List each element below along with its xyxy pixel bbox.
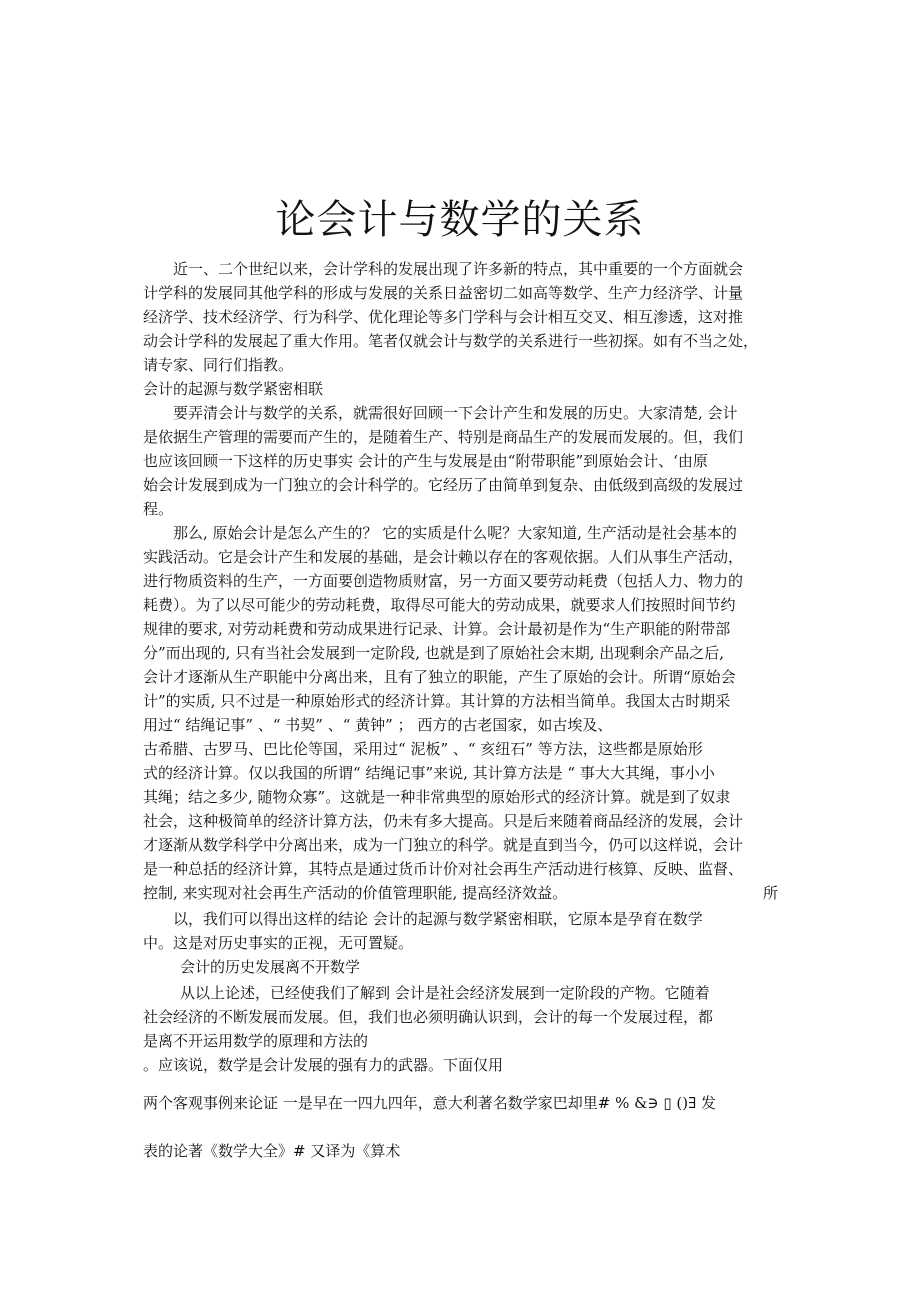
paragraph-line: 从以上论述，已经使我们了解到 会计是社会经济发展到一定阶段的产物。它随着 bbox=[180, 984, 710, 1002]
paragraph-line: 两个客观事例来论证 一是早在一四九四年，意大利著名数学家巴却里# % &∋ ▯ ()∃ 发 bbox=[143, 1094, 716, 1112]
paragraph-line: 社会经济的不断发展而发展。但，我们也必须明确认识到，会计的每一个发展过程，都 bbox=[143, 1008, 714, 1026]
paragraph-line: 请专家、同行们指教。 bbox=[143, 356, 294, 374]
paragraph-line: 控制, 来实现对社会再生产活动的价值管理职能, 提高经济效益。 bbox=[143, 884, 568, 902]
paragraph-line: 分”而出现的, 只有当社会发展到一定阶段, 也就是到了原始社会末期, 出现剩余产品之后, bbox=[143, 644, 725, 662]
paragraph-line: 经济学、技术经济学、行为科学、优化理论等多门学科与会计相互交叉、相互渗透，这对推 bbox=[143, 308, 744, 326]
document-title: 论会计与数学的关系 bbox=[275, 197, 645, 243]
paragraph-line: 用过“ 结绳记事” 、“ 书契” 、“ 黄钟” ； 西方的古老国家，如古埃及、 bbox=[143, 716, 613, 734]
paragraph-line: 古希腊、古罗马、巴比伦等国，采用过“ 泥板” 、“ 亥纽石” 等方法，这些都是原始形 bbox=[143, 740, 703, 758]
paragraph-line: 近一、二个世纪以来，会计学科的发展出现了许多新的特点，其中重要的一个方面就会 bbox=[173, 260, 744, 278]
paragraph-line: 其绳；结之多少, 随物众寡”。这就是一种非常典型的原始形式的经济计算。就是到了奴隶 bbox=[143, 788, 731, 806]
paragraph-line: 是一种总括的经济计算，其特点是通过货币计价对社会再生产活动进行核算、反映、监督、 bbox=[143, 860, 744, 878]
paragraph-line: 那么, 原始会计是怎么产生的？ 它的实质是什么呢？大家知道, 生产活动是社会基本的 bbox=[173, 524, 737, 542]
section-heading: 会计的起源与数学紧密相联 bbox=[143, 380, 324, 398]
paragraph-line: 实践活动。它是会计产生和发展的基础，是会计赖以存在的客观依据。人们从事生产活动， bbox=[143, 548, 744, 566]
paragraph-line: 是依据生产管理的需要而产生的，是随着生产、特别是商品生产的发展而发展的。但，我们 bbox=[143, 428, 744, 446]
paragraph-line: 式的经济计算。仅以我国的所谓“ 结绳记事”来说, 其计算方法是 “ 事大大其绳，事小小 bbox=[143, 764, 715, 782]
paragraph-line: 才逐渐从数学科学中分离出来，成为一门独立的科学。就是直到当今，仍可以这样说，会计 bbox=[143, 836, 744, 854]
paragraph-line: 表的论著《数学大全》# 又译为《算术 bbox=[143, 1142, 401, 1160]
paragraph-line: 。应该说，数学是会计发展的强有力的武器。下面仅用 bbox=[143, 1056, 504, 1074]
paragraph-line: 会计才逐渐从生产职能中分离出来，且有了独立的职能，产生了原始的会计。所谓“原始会 bbox=[143, 668, 736, 686]
section-heading: 会计的历史发展离不开数学 bbox=[180, 958, 361, 976]
paragraph-line: 要弄清会计与数学的关系，就需很好回顾一下会计产生和发展的历史。大家清楚, 会计 bbox=[173, 404, 738, 422]
paragraph-line: 耗费）。为了以尽可能少的劳动耗费，取得尽可能大的劳动成果，就要求人们按照时间节约 bbox=[143, 596, 736, 614]
paragraph-line: 规律的要求, 对劳动耗费和劳动成果进行记录、计算。会计最初是作为“生产职能的附带部 bbox=[143, 620, 731, 638]
paragraph-line: 中。这是对历史事实的正视，无可置疑。 bbox=[143, 934, 414, 952]
paragraph-line: 也应该回顾一下这样的历史事实 会计的产生与发展是由“附带职能”到原始会计、‘由原 bbox=[143, 452, 708, 470]
paragraph-line: 计”的实质, 只不过是一种原始形式的经济计算。其计算的方法相当简单。我国太古时期采 bbox=[143, 692, 731, 710]
paragraph-line: 计学科的发展同其他学科的形成与发展的关系日益密切二如高等数学、生产力经济学、计量 bbox=[143, 284, 744, 302]
paragraph-line: 程。 bbox=[143, 500, 174, 518]
paragraph-line: 进行物质资料的生产，一方面要创造物质财富，另一方面又要劳动耗费（包括人力、物力的 bbox=[143, 572, 744, 590]
paragraph-line-fragment: 所 bbox=[763, 884, 779, 902]
paragraph-line: 动会计学科的发展起了重大作用。笔者仅就会计与数学的关系进行一些初探。如有不当之处， bbox=[143, 332, 759, 350]
paragraph-line: 始会计发展到成为一门独立的会计科学的。它经历了由简单到复杂、由低级到高级的发展过 bbox=[143, 476, 744, 494]
paragraph-line: 以，我们可以得出这样的结论 会计的起源与数学紧密相联，它原本是孕育在数学 bbox=[173, 910, 703, 928]
paragraph-line: 是离不开运用数学的原理和方法的 bbox=[143, 1032, 369, 1050]
paragraph-line: 社会，这种极简单的经济计算方法，仍未有多大提高。只是后来随着商品经济的发展，会计 bbox=[143, 812, 744, 830]
